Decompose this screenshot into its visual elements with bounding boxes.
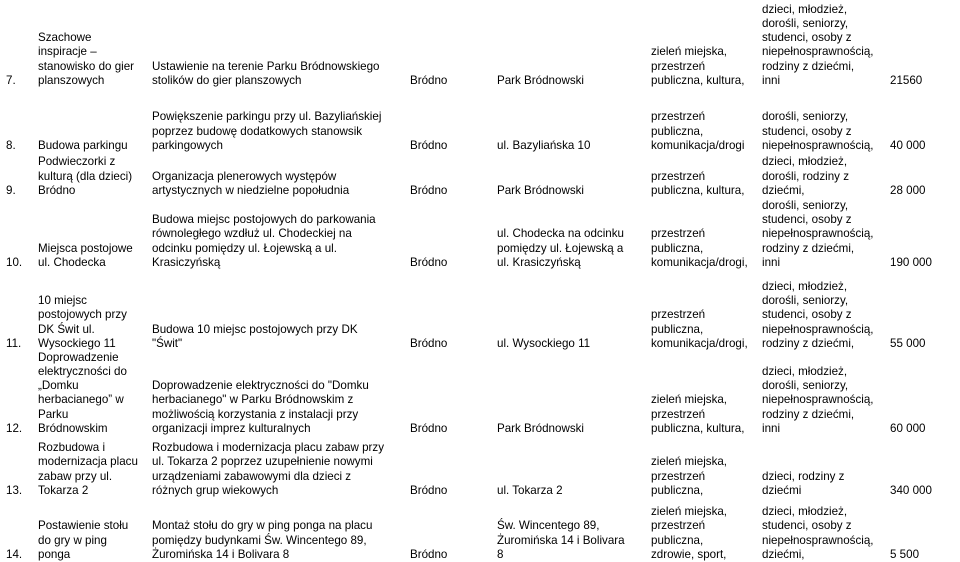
project-name: Doprowadzenie elektryczności do „Domku herbacianego” w Parku Bródnowskim <box>38 350 127 435</box>
project-name: 10 miejsc postojowych przy DK Świt ul. Wysockiego 11 <box>38 294 127 350</box>
district: Bródno <box>410 547 448 561</box>
district: Bródno <box>410 255 448 269</box>
function: zieleń miejska, przestrzeń publiczna, <box>651 455 728 497</box>
table-row <box>0 351 960 436</box>
row-number: 14. <box>6 547 23 561</box>
district: Bródno <box>410 138 448 152</box>
district: Bródno <box>410 421 448 435</box>
cost: 190 000 <box>890 255 932 269</box>
function: przestrzeń publiczna, komunikacja/drogi, <box>651 227 748 269</box>
row-number: 8. <box>6 138 16 152</box>
cost: 340 000 <box>890 483 932 497</box>
function: przestrzeń publiczna, kultura, <box>651 169 745 197</box>
project-name: Szachowe inspiracje – stanowisko do gier planszowych <box>38 31 135 87</box>
location: Park Bródnowski <box>497 421 584 435</box>
cost: 55 000 <box>890 336 926 350</box>
target-group: dorośli, seniorzy, studenci, osoby z niepełnosprawnością, rodziny z dziećmi, inni <box>762 198 874 269</box>
location: Park Bródnowski <box>497 183 584 197</box>
district: Bródno <box>410 483 448 497</box>
table-row <box>0 0 960 88</box>
target-group: dzieci, młodzież, dorośli, seniorzy, niepełnosprawnością, rodziny z dziećmi, inni <box>762 364 874 435</box>
district: Bródno <box>410 336 448 350</box>
function: zieleń miejska, przestrzeń publiczna, kultura, <box>651 393 745 435</box>
function: zieleń miejska, przestrzeń publiczna, kultura, <box>651 45 745 87</box>
row-number: 11. <box>6 336 22 350</box>
project-description: Powiększenie parkingu przy ul. Bazyliańskiej poprzez budowę dodatkowych stanowsik parkingowych <box>152 110 382 152</box>
row-number: 12. <box>6 421 23 435</box>
target-group: dzieci, młodzież, dorośli, seniorzy, studenci, osoby z niepełnosprawnością, rodziny z dziećmi, inni <box>762 2 874 87</box>
project-description: Budowa 10 miejsc postojowych przy DK "Świt" <box>152 322 358 350</box>
table-row <box>0 198 960 270</box>
function: zieleń miejska, przestrzeń publiczna, zdrowie, sport, <box>651 505 728 561</box>
target-group: dzieci, młodzież, studenci, osoby z niepełnosprawnością, dziećmi, <box>762 505 874 561</box>
project-description: Organizacja plenerowych występów artystycznych w niedzielne popołudnia <box>152 169 350 197</box>
cost: 60 000 <box>890 421 926 435</box>
cost: 21560 <box>890 73 923 87</box>
project-description: Rozbudowa i modernizacja placu zabaw przy ul. Tokarza 2 poprzez uzupełnienie nowymi urządzeniami zabawowymi dla dzieci z różnych grup wiekowych <box>152 441 384 497</box>
row-number: 10. <box>6 255 23 269</box>
function: przestrzeń publiczna, komunikacja/drogi, <box>651 308 748 350</box>
target-group: dorośli, seniorzy, studenci, osoby z niepełnosprawnością, <box>762 110 874 152</box>
project-name: Budowa parkingu <box>38 138 128 152</box>
location: ul. Bazyliańska 10 <box>497 138 591 152</box>
row-number: 13. <box>6 483 23 497</box>
location: Św. Wincentego 89, Żuromińska 14 i Bolivara 8 <box>497 519 625 561</box>
target-group: dzieci, młodzież, dorośli, rodziny z dziećmi, <box>762 155 849 197</box>
project-name: Podwieczorki z kulturą (dla dzieci) Bródno <box>38 155 133 197</box>
table-row <box>0 436 960 498</box>
table-row <box>0 280 960 351</box>
table-row <box>0 155 960 198</box>
target-group: dzieci, młodzież, dorośli, seniorzy, studenci, osoby z niepełnosprawnością, rodziny z dziećmi, <box>762 279 874 350</box>
table-row <box>0 502 960 562</box>
cost: 40 000 <box>890 138 926 152</box>
target-group: dzieci, rodziny z dziećmi <box>762 469 845 497</box>
cost: 28 000 <box>890 183 926 197</box>
row-number: 7. <box>6 73 16 87</box>
location: ul. Wysockiego 11 <box>497 336 591 350</box>
project-description: Budowa miejsc postojowych do parkowania równoległego wzdłuż ul. Chodeckiej na odcinku pomiędzy ul. Łojewską a ul. Krasiczyńską <box>152 213 376 269</box>
project-name: Rozbudowa i modernizacja placu zabaw przy ul. Tokarza 2 <box>38 441 138 497</box>
row-number: 9. <box>6 183 16 197</box>
table-row <box>0 96 960 153</box>
project-name: Postawienie stołu do gry w ping ponga <box>38 519 129 561</box>
location: Park Bródnowski <box>497 73 584 87</box>
project-description: Ustawienie na terenie Parku Bródnowskiego stolików do gier planszowych <box>152 59 380 87</box>
project-description: Montaż stołu do gry w ping ponga na placu pomiędzy budynkami Św. Wincentego 89, Żuromińska 14 i Bolivara 8 <box>152 519 373 561</box>
function: przestrzeń publiczna, komunikacja/drogi <box>651 110 745 152</box>
cost: 5 500 <box>890 547 920 561</box>
project-name: Miejsca postojowe ul. Chodecka <box>38 241 133 269</box>
project-description: Doprowadzenie elektryczności do "Domku herbacianego" w Parku Bródnowskim z możliwością korzystania z instalacji przy organizacji imprez kulturalnych <box>152 379 369 435</box>
district: Bródno <box>410 183 448 197</box>
location: ul. Tokarza 2 <box>497 483 563 497</box>
district: Bródno <box>410 73 448 87</box>
location: ul. Chodecka na odcinku pomiędzy ul. Łojewską a ul. Krasiczyńską <box>497 227 624 269</box>
